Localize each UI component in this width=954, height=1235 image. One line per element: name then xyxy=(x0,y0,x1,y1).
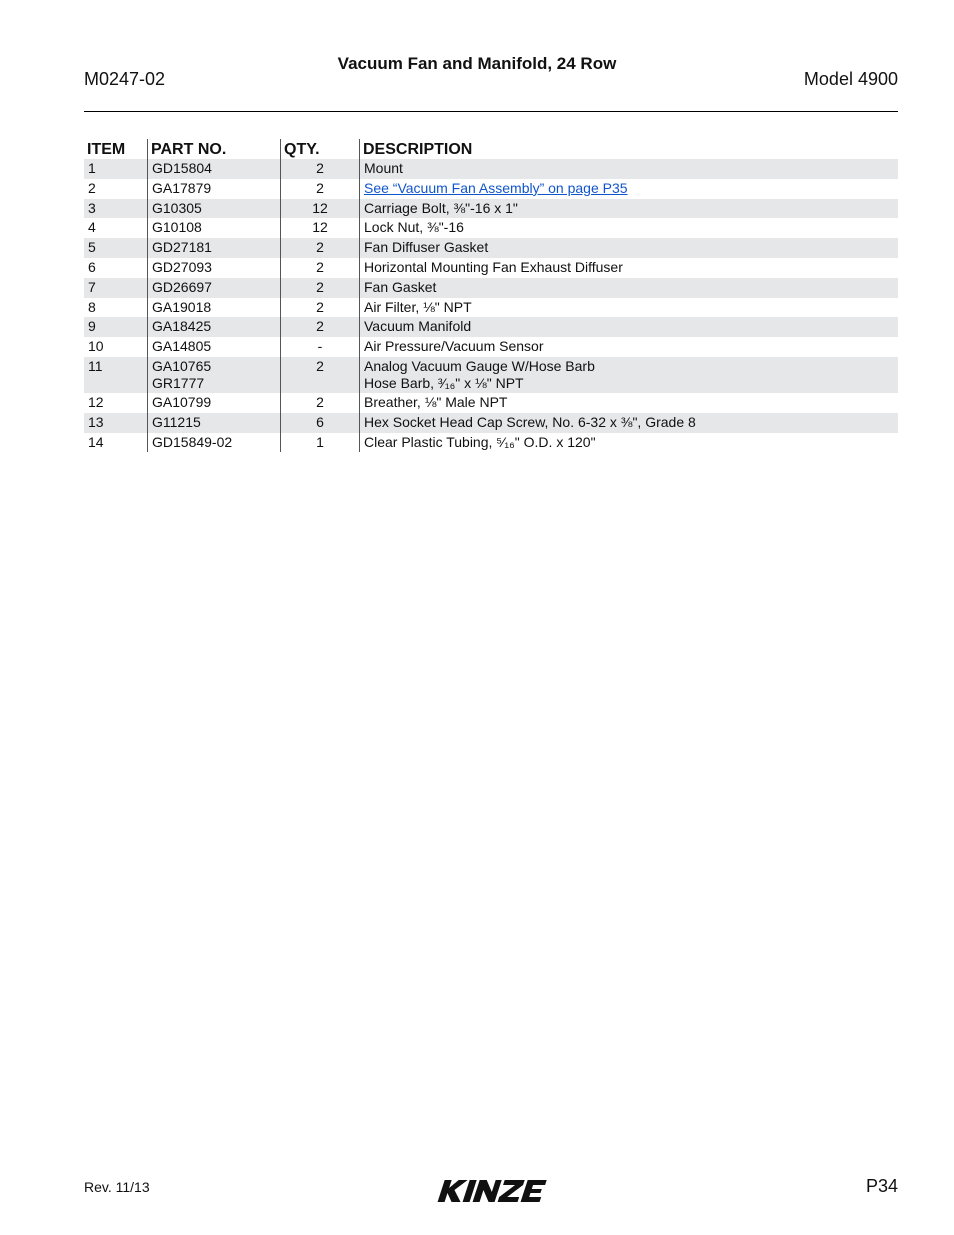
part-description: Breather, ⅛" Male NPT xyxy=(364,393,508,410)
part-number-cell xyxy=(148,393,281,413)
table-row xyxy=(84,179,898,199)
part-number-cell xyxy=(148,199,281,219)
table-row xyxy=(84,433,898,453)
item-number-cell xyxy=(84,357,148,393)
part-number-cell xyxy=(148,159,281,179)
model-label: Model 4900 xyxy=(803,69,898,89)
description-cell xyxy=(360,357,899,393)
part-number-cell xyxy=(148,317,281,337)
part-number: GA10765 xyxy=(152,357,212,374)
item-number-cell xyxy=(84,218,148,238)
quantity: 6 xyxy=(316,413,324,430)
table-row xyxy=(84,238,898,258)
part-number: GD15849-02 xyxy=(152,433,233,450)
header-divider xyxy=(84,111,898,112)
part-description-secondary: Hose Barb, ³⁄₁₆" x ⅛" NPT xyxy=(364,374,524,391)
item-number: 11 xyxy=(88,357,103,374)
revision-label: Rev. 11/13 xyxy=(84,1179,150,1195)
quantity: 2 xyxy=(316,239,324,256)
quantity-cell xyxy=(281,357,360,393)
quantity: 2 xyxy=(316,179,324,196)
item-number: 10 xyxy=(88,338,104,355)
part-description: Air Filter, ⅛" NPT xyxy=(364,298,472,315)
column-header-item: ITEM xyxy=(87,141,126,158)
item-number: 2 xyxy=(88,179,96,196)
parts-table-body xyxy=(84,159,898,452)
table-row xyxy=(84,317,898,337)
quantity-cell xyxy=(281,433,360,453)
part-number: GA17879 xyxy=(152,179,212,196)
kinze-logo xyxy=(432,1176,552,1206)
description-cell xyxy=(360,393,899,413)
table-row xyxy=(84,258,898,278)
item-number: 7 xyxy=(88,278,96,295)
item-number: 13 xyxy=(88,413,104,430)
part-number: GA10799 xyxy=(152,393,212,410)
part-number: G10108 xyxy=(152,219,202,236)
part-number: G11215 xyxy=(152,413,201,430)
item-number: 9 xyxy=(88,318,96,335)
item-number: 8 xyxy=(88,298,96,315)
part-description: Carriage Bolt, ⅜"-16 x 1" xyxy=(364,199,518,216)
item-number-cell xyxy=(84,393,148,413)
description-cell xyxy=(360,218,899,238)
part-number-cell xyxy=(148,238,281,258)
column-header-part-no: PART NO. xyxy=(148,139,281,159)
part-number: GD27181 xyxy=(152,239,212,256)
part-number: GD26697 xyxy=(152,278,212,295)
part-number-cell xyxy=(148,337,281,357)
quantity-cell xyxy=(281,413,360,433)
item-number: 5 xyxy=(88,239,96,256)
table-row xyxy=(84,393,898,413)
description-cell xyxy=(360,433,899,453)
item-number-cell xyxy=(84,298,148,318)
item-number-cell xyxy=(84,238,148,258)
table-row xyxy=(84,357,898,393)
description-cell xyxy=(360,199,899,219)
part-number: GA19018 xyxy=(152,298,212,315)
quantity-cell xyxy=(281,317,360,337)
quantity: 2 xyxy=(316,160,324,176)
item-number-cell xyxy=(84,258,148,278)
quantity: 2 xyxy=(316,278,324,295)
part-description: Mount xyxy=(364,160,403,176)
table-row xyxy=(84,278,898,298)
part-description: Analog Vacuum Gauge W/Hose Barb xyxy=(364,357,595,374)
document-number: M0247-02 xyxy=(84,69,166,89)
quantity-cell xyxy=(281,238,360,258)
quantity-cell xyxy=(281,218,360,238)
table-row xyxy=(84,159,898,179)
part-description: Horizontal Mounting Fan Exhaust Diffuser xyxy=(364,258,623,275)
column-header-qty: QTY. xyxy=(281,139,360,159)
table-header-row xyxy=(84,139,898,159)
part-number: GD15804 xyxy=(152,160,212,176)
part-description: Lock Nut, ⅜"-16 xyxy=(364,219,464,236)
quantity: 12 xyxy=(312,199,328,216)
description-cell xyxy=(360,179,899,199)
part-number-cell xyxy=(148,278,281,298)
description-cell xyxy=(360,159,899,179)
part-description: Vacuum Manifold xyxy=(364,318,472,335)
page-title: Vacuum Fan and Manifold, 24 Row xyxy=(337,54,617,73)
item-number: 4 xyxy=(88,219,96,236)
item-number-cell xyxy=(84,317,148,337)
quantity-cell xyxy=(281,199,360,219)
quantity: 1 xyxy=(316,433,324,450)
part-number-cell xyxy=(148,433,281,453)
quantity: 2 xyxy=(316,393,324,410)
description-cell xyxy=(360,298,899,318)
part-number: GA14805 xyxy=(152,338,212,355)
description-cell xyxy=(360,238,899,258)
quantity: - xyxy=(317,338,323,355)
part-description: Fan Gasket xyxy=(364,278,437,295)
quantity: 2 xyxy=(316,258,324,275)
description-cell xyxy=(360,413,899,433)
quantity-cell xyxy=(281,393,360,413)
part-number: GA18425 xyxy=(152,318,212,335)
item-number-cell xyxy=(84,337,148,357)
part-number-cell xyxy=(148,179,281,199)
quantity-cell xyxy=(281,337,360,357)
item-number-cell xyxy=(84,199,148,219)
part-description: Air Pressure/Vacuum Sensor xyxy=(364,338,544,355)
description-cell xyxy=(360,278,899,298)
part-number-secondary: GR1777 xyxy=(152,374,205,391)
description-cell xyxy=(360,337,899,357)
parts-table xyxy=(84,139,898,452)
column-header-description: DESCRIPTION xyxy=(360,139,899,159)
item-number-cell xyxy=(84,433,148,453)
quantity: 2 xyxy=(316,357,324,374)
item-number: 14 xyxy=(88,433,104,450)
quantity-cell xyxy=(281,179,360,199)
quantity-cell xyxy=(281,298,360,318)
item-number-cell xyxy=(84,278,148,298)
table-row xyxy=(84,218,898,238)
table-row xyxy=(84,199,898,219)
part-description: Hex Socket Head Cap Screw, No. 6-32 x ⅜", Grade 8 xyxy=(364,413,696,430)
part-number-cell xyxy=(148,357,281,393)
part-description: Clear Plastic Tubing, ⁵⁄₁₆" O.D. x 120" xyxy=(364,433,596,450)
quantity-cell xyxy=(281,278,360,298)
quantity: 2 xyxy=(316,318,324,335)
item-number-cell xyxy=(84,179,148,199)
item-number-cell xyxy=(84,413,148,433)
description-cell xyxy=(360,317,899,337)
quantity-cell xyxy=(281,159,360,179)
part-number-cell xyxy=(148,258,281,278)
part-number-cell xyxy=(148,413,281,433)
part-description: Fan Diffuser Gasket xyxy=(364,239,489,256)
quantity: 2 xyxy=(316,298,324,315)
page-number: P34 xyxy=(865,1176,898,1196)
quantity: 12 xyxy=(312,219,328,236)
quantity-cell xyxy=(281,258,360,278)
part-number: G10305 xyxy=(152,199,202,216)
table-row xyxy=(84,298,898,318)
item-number: 3 xyxy=(88,199,96,216)
item-number: 12 xyxy=(88,393,104,410)
item-number-cell xyxy=(84,159,148,179)
description-cell xyxy=(360,258,899,278)
item-number: 1 xyxy=(88,160,96,176)
part-number-cell xyxy=(148,218,281,238)
item-number: 6 xyxy=(88,258,96,275)
table-row xyxy=(84,337,898,357)
part-number: GD27093 xyxy=(152,258,212,275)
cross-reference-link[interactable]: See “Vacuum Fan Assembly” on page P35 xyxy=(364,179,628,196)
part-number-cell xyxy=(148,298,281,318)
table-row xyxy=(84,413,898,433)
